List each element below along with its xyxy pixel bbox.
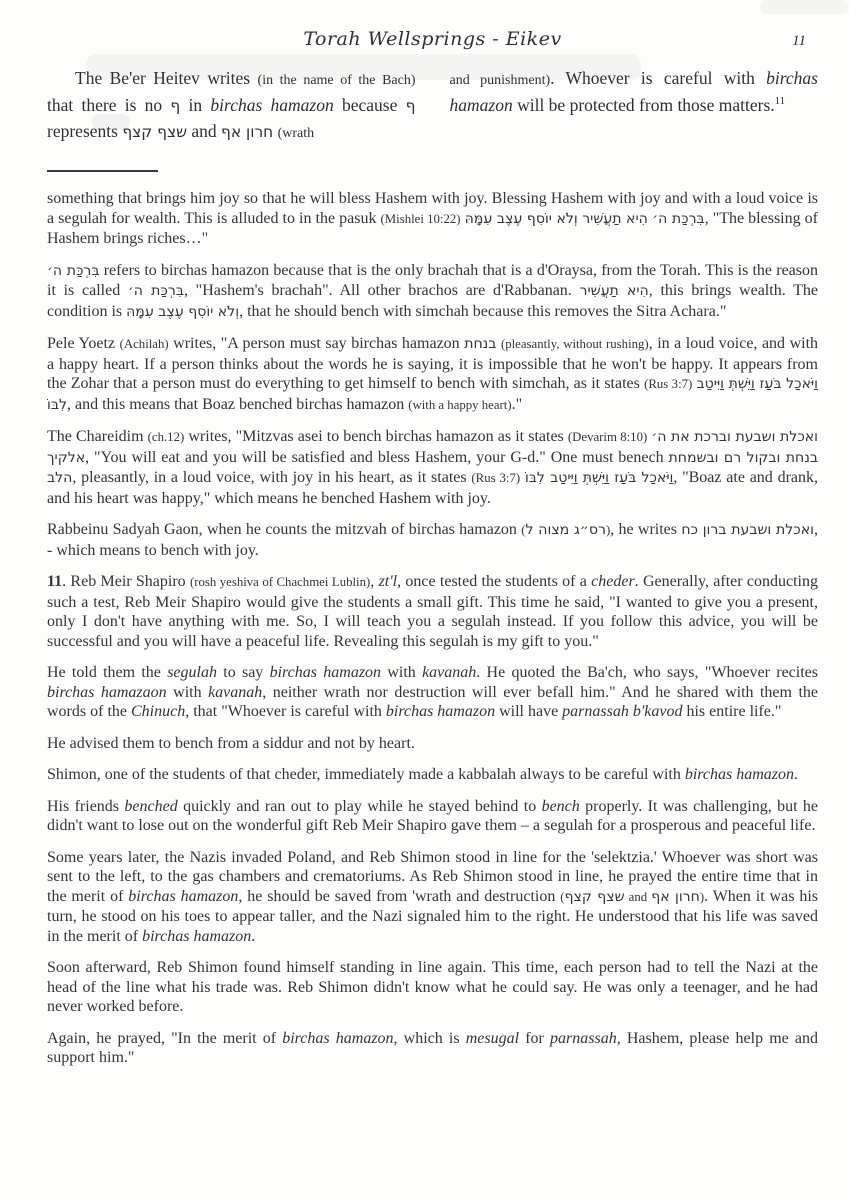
text-segment: , "The blessing of Hashem brings riches…" — [47, 209, 819, 247]
text-segment: that there is no — [47, 95, 171, 115]
text-segment: for — [519, 1029, 551, 1047]
text-segment: (wrath — [277, 126, 315, 141]
text-segment: . Whoever is careful with — [550, 68, 767, 88]
hebrew-text: בנחת ובקול רם ובשמחת הלב — [47, 449, 819, 486]
hebrew-text: רס״ג מצוה ל — [525, 522, 606, 538]
text-segment: parnassah — [550, 1029, 617, 1047]
page-number: 11 — [792, 33, 806, 49]
text-segment: with — [381, 664, 423, 681]
footnote-paragraph — [47, 765, 818, 785]
text-segment: . — [251, 927, 256, 945]
hebrew-text: וַיֹּאכַל בֹּעַז וַיֵּשְׁתְּ וַיִּיטַב לִבּוֹ — [47, 376, 819, 413]
text-segment: , this brings wealth. The condition is — [47, 282, 818, 320]
text-segment: his entire life." — [682, 703, 782, 720]
text-segment: . — [794, 766, 799, 783]
hebrew-text: חרון אף — [221, 123, 274, 141]
text-segment: (in the name of the Bach) — [257, 73, 416, 88]
text-segment: (Rus 3:7) — [471, 471, 521, 485]
intro-columns — [47, 66, 818, 146]
text-segment: bench — [541, 797, 580, 815]
text-segment: , — [370, 573, 379, 590]
text-segment: 11 — [774, 95, 786, 108]
text-segment: (Mishlei 10:22) — [380, 211, 461, 226]
text-segment: 11 — [47, 573, 63, 590]
text-segment: (with a happy heart) — [408, 397, 512, 412]
text-segment: mesugal — [465, 1029, 520, 1047]
footnote-paragraph — [47, 520, 818, 560]
text-segment: Chinuch — [130, 703, 186, 720]
hebrew-text: ף — [405, 97, 416, 115]
text-segment: ." — [511, 395, 523, 413]
text-segment: birchas hamazon — [684, 766, 795, 783]
footnote-paragraph — [47, 427, 818, 508]
text-segment: , pleasantly, in a loud voice, with joy in his heart, as it states — [72, 469, 472, 486]
text-segment: and — [187, 121, 222, 141]
text-segment: writes, "A person must say birchas hamazon — [168, 335, 465, 352]
text-segment: to say — [216, 664, 270, 681]
text-segment: ( — [521, 523, 526, 537]
hebrew-text: בנחת — [464, 336, 497, 352]
footnote-paragraph — [47, 797, 818, 836]
footnote-divider — [47, 170, 158, 172]
text-segment: properly. It was challenging, but he didn't want to lose out on the wonderful gift Reb Meir Shapiro gave them – a segulah for a prosperous and peaceful life. — [47, 797, 818, 834]
text-segment: birchas hamazon — [282, 1029, 394, 1047]
footnote-paragraph — [47, 958, 818, 1017]
text-segment: in — [180, 95, 211, 115]
text-segment: The Be'er Heitev writes — [75, 68, 258, 88]
text-segment: , he writes — [610, 521, 682, 538]
text-segment: will be protected from those matters. — [512, 95, 775, 115]
text-segment: birchas hamazon — [449, 68, 818, 115]
text-segment: he should be saved from 'wrath and destruction — [242, 887, 561, 905]
hebrew-text: שצף קצף — [564, 888, 625, 905]
hebrew-text: ואכלת ושבעת ברון כח — [681, 522, 814, 538]
hebrew-text: בִּרְכַּת ה׳ — [127, 283, 184, 299]
footnote-paragraph — [47, 572, 818, 651]
text-segment: parnassah b'kavod — [562, 703, 683, 720]
hebrew-text: ואכלת ושבעת וברכת את ה׳ אלקיך — [47, 429, 819, 466]
hebrew-text: הִיא תַעֲשִׁיר — [579, 283, 649, 299]
text-segment: birchas hamazon — [142, 927, 252, 945]
text-segment: , "You will eat and you will be satisfied and bless Hashem, your G-d." One must benech — [85, 448, 669, 466]
text-segment: Soon afterward, Reb Shimon found himself standing in line again. This time, each person had to tell the Nazi at the head of the line what his trade was. Reb Shimon didn't know what he could say. He was only a teenager, and he had never worked before. — [47, 959, 818, 1015]
footnote-paragraph — [47, 848, 818, 947]
footnote-paragraph — [47, 1029, 818, 1068]
text-segment: , "Boaz ate and drank, and his heart was happy," which means he benched Hashem with joy. — [47, 469, 819, 507]
hebrew-text: חרון אף — [651, 888, 700, 905]
text-segment: ( — [560, 889, 565, 904]
text-segment: Some years later, the Nazis invaded Poland, and Reb Shimon stood in line for the 'selektzia.' Whoever was short was sent to the left, to the gas chambers and crematoriums. As Reb Shimon stood in line, he prayed the entire time that in the merit of — [47, 848, 818, 905]
text-segment: with — [166, 683, 209, 701]
hebrew-text: וַיֹּאכַל בֹּעַז וַיֵּשְׁתְּ וַיִּיטַב לִבּוֹ — [524, 470, 674, 486]
scan-artifact — [760, 0, 849, 14]
text-segment: and — [624, 889, 652, 904]
text-segment: (rosh yeshiva of Chachmei Lublin) — [189, 575, 371, 589]
text-segment: Again, he prayed, "In the merit of — [47, 1029, 283, 1047]
text-segment: refers to birchas hamazon because that is the only brachah that is a d'Oraysa, from the Torah. This is the reason it is called — [47, 261, 818, 299]
text-segment: , "Hashem's brachah". All other brachos are d'Rabbanan. — [183, 282, 580, 299]
text-segment: . When it was his turn, he stood on his toes to appear taller, and the Nazi signaled him to the right. He understood that his life was saved in the merit of — [47, 887, 818, 945]
text-segment: because — [333, 95, 406, 115]
footnotes-section — [47, 189, 818, 1080]
text-segment: ) — [605, 523, 611, 537]
footnote-paragraph — [47, 189, 818, 249]
text-segment: , that he should bench with simchah because this removes the Sitra Achara." — [239, 302, 727, 320]
text-segment: , in a loud voice, and with a happy heart. If a person thinks about the words he is saying, it is impossible that he won't be happy. It appears from the Zohar that a person must do everything to get himself to bench with simchah, as it states — [47, 335, 819, 392]
text-segment: (Achilah) — [119, 337, 169, 351]
text-segment: represents — [47, 121, 123, 141]
text-segment: cheder — [591, 573, 635, 590]
text-segment: , and this means that Boaz benched birchas hamazon — [66, 395, 409, 413]
text-segment: , Hashem, please help me and support him." — [47, 1029, 819, 1066]
text-segment: Shimon, one of the students of that cheder, immediately made a kabbalah always to be careful with — [47, 766, 685, 783]
text-segment: , once tested the students of a — [397, 573, 592, 590]
hebrew-text: וְלֹא יוֹסִף עֶצֶב עִמָּהּ — [126, 303, 240, 320]
footnote-paragraph — [47, 261, 818, 323]
text-segment: (ch.12) — [147, 430, 185, 444]
text-segment: He told them the — [47, 664, 168, 681]
text-segment: Rabbeinu Sadyah Gaon, when he counts the mitzvah of birchas hamazon — [47, 521, 522, 538]
intro-left-column — [47, 66, 416, 146]
footnote-paragraph — [47, 734, 818, 754]
text-segment: , neither wrath nor destruction will ever befall him." And he shared with them the words of the — [47, 683, 819, 720]
text-segment: birchas hamazon — [210, 95, 334, 115]
hebrew-text: שצף קצף — [122, 123, 187, 141]
text-segment: , - which means to bench with joy. — [47, 521, 818, 559]
text-segment: benched — [124, 797, 178, 815]
text-segment: (Rus 3:7) — [644, 377, 693, 391]
hebrew-text: בִּרְכַּת ה׳ — [47, 262, 100, 279]
text-segment: segulah — [167, 664, 217, 681]
text-segment: birchas hamazon — [385, 703, 496, 720]
text-segment: . Reb Meir Shapiro — [62, 573, 190, 590]
text-segment: , that "Whoever is careful with — [185, 703, 386, 720]
page-title: Torah Wellsprings - Eikev — [303, 28, 562, 50]
text-segment: kavanah — [422, 664, 477, 681]
text-segment: (Devarim 8:10) — [567, 430, 648, 444]
text-segment: zt'l — [378, 573, 398, 590]
intro-right-column — [450, 66, 819, 146]
text-segment: birchas hamazaon — [47, 683, 167, 701]
text-segment: birchas hamazon — [269, 664, 382, 681]
text-segment: will have — [495, 703, 563, 720]
footnote-paragraph — [47, 663, 818, 722]
text-segment: He advised them to bench from a siddur and not by heart. — [47, 734, 415, 752]
page-header — [47, 28, 818, 58]
text-segment: (pleasantly, without rushing) — [500, 337, 649, 351]
text-segment: writes, "Mitzvas asei to bench birchas hamazon as it states — [184, 428, 568, 445]
text-segment: His friends — [47, 797, 125, 815]
text-segment: kavanah — [208, 683, 263, 701]
text-segment: , which is — [393, 1029, 466, 1047]
hebrew-text: בִּרְכַּת ה׳ הִיא תַעֲשִׁיר וְלֹא יוֹסִף עֶצֶב עִמָּהּ — [464, 210, 705, 227]
text-segment: and punishment) — [449, 73, 551, 88]
text-segment: ) — [699, 889, 705, 904]
text-segment: . Generally, after conducting such a test, Reb Meir Shapiro would give the students a small gift. This time he said, "I wanted to give you a present, only I don't have anything with me. So, I will teach you a segulah instead. If you follow this advice, you will be successful and you will have a peaceful life. Revealing this segulah is my gift to you." — [47, 573, 818, 650]
text-segment: quickly and ran out to play while he stayed behind to — [177, 797, 542, 815]
hebrew-text: ף — [170, 97, 181, 115]
text-segment: birchas hamazon, — [128, 887, 243, 905]
text-segment: Pele Yoetz — [47, 335, 120, 352]
footnote-paragraph — [47, 334, 818, 415]
text-segment: something that brings him joy so that he will bless Hashem with joy. Blessing Hashem with joy and with a loud voice is a segulah for wealth. This is alluded to in the pasuk — [47, 190, 818, 227]
text-segment: The Chareidim — [47, 428, 148, 445]
text-segment: . He quoted the Ba'ch, who says, "Whoever recites — [476, 664, 819, 681]
